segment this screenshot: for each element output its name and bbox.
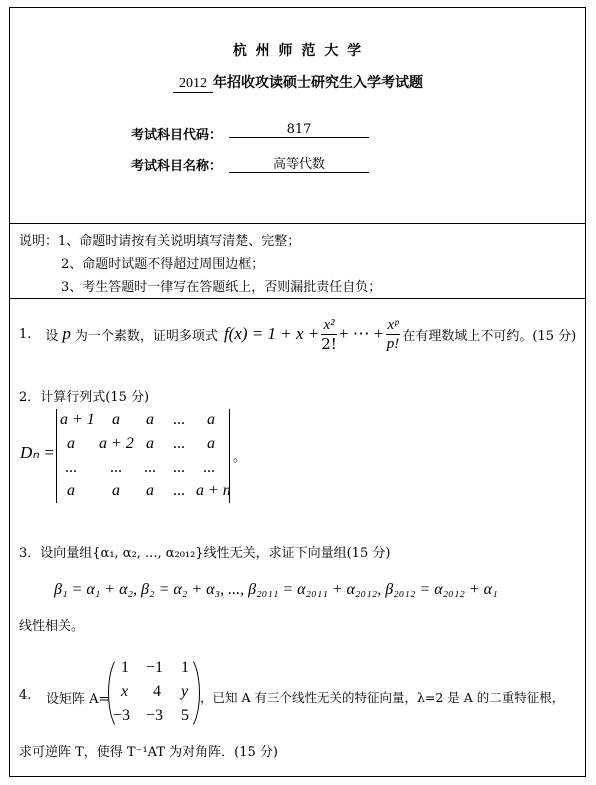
name-label: 考试科目名称： — [131, 159, 223, 174]
det-cell: ... — [144, 459, 156, 476]
q3-title: 3．设向量组{α₁, α₂, ..., α₂₀₁₂}线性无关，求证下向量组(15 分) — [19, 546, 391, 561]
det-cell: a + 2 — [99, 435, 134, 452]
matrix-cell: 4 — [153, 683, 161, 700]
det-cell: a + n — [196, 482, 231, 499]
notes-item-3: 3、考生答题时一律写在答题纸上，否则漏批责任自负； — [61, 280, 382, 295]
code-label: 考试科目代码： — [131, 128, 223, 143]
notes-item-2: 2、命题时试题不得超过周围边框； — [61, 257, 265, 272]
q2-end: 。 — [233, 450, 247, 465]
det-cell: ... — [65, 459, 77, 476]
det-cell: a — [67, 482, 75, 499]
matrix-cell: x — [121, 683, 129, 700]
notes-intro: 说明：1、命题时请按有关说明填写清楚、完整； — [19, 234, 301, 249]
q1-mid: 为一个素数，证明多项式 — [74, 328, 218, 344]
q1-post: 在有理数域上不可约。(15 分) — [402, 328, 577, 344]
det-cell: a — [146, 435, 154, 452]
q1-frac1-den: 2! — [321, 334, 337, 353]
q1-frac2-num: xᵖ — [387, 316, 399, 333]
matrix-cell: 5 — [181, 707, 189, 724]
det-cell: a — [112, 482, 120, 499]
q1-dots: + ⋯ + — [338, 324, 384, 343]
det-cell: a + 1 — [60, 411, 95, 428]
q4-tail: 求可逆阵 T，使得 T⁻¹AT 为对角阵．(15 分) — [19, 745, 278, 760]
q1-fx: f(x) = 1 + x + — [223, 324, 320, 343]
det-cell: ... — [173, 482, 185, 499]
det-cell: a — [67, 435, 75, 452]
q1-frac1-num: x² — [321, 316, 337, 335]
q2-determinant — [56, 409, 230, 503]
q4-matrix — [108, 655, 200, 731]
q1-fraction-2 — [386, 316, 401, 353]
q1-frac2-den: p! — [386, 335, 400, 352]
name-value: 高等代数 — [229, 153, 369, 173]
exam-title: 年招收攻读硕士研究生入学考试题 — [213, 75, 423, 91]
det-cell: ... — [173, 459, 185, 476]
divider-notes — [10, 298, 585, 299]
det-cell: ... — [203, 459, 215, 476]
matrix-cell: −3 — [146, 707, 164, 724]
exam-title-line — [0, 72, 596, 93]
q3-formula: β₁ = α₁ + α₂, β₂ = α₂ + α₃, ..., β₂₀₁₁ = α₂₀₁₁ + α₂₀₁₂, β₂₀₁₂ = α₂₀₁₂ + α₁ — [54, 581, 498, 598]
matrix-cell: −3 — [113, 707, 131, 724]
q3-tail: 线性相关。 — [19, 619, 85, 634]
q1-fraction-1 — [321, 316, 337, 353]
divider-header — [10, 223, 585, 224]
det-cell: a — [112, 411, 120, 428]
matrix-cell: −1 — [146, 659, 164, 676]
q2-title: 2．计算行列式(15 分) — [19, 390, 150, 405]
det-cell: ... — [110, 459, 122, 476]
matrix-cell: 1 — [181, 659, 189, 676]
exam-year: 2012 — [173, 76, 213, 93]
q4-pre: 设矩阵 A= — [46, 692, 110, 707]
matrix-cell: y — [181, 683, 189, 700]
q2-lhs: Dₙ = — [20, 443, 55, 462]
matrix-cell: 1 — [121, 659, 129, 676]
q1-pre: 设 — [45, 328, 59, 344]
q1-number: 1. — [19, 326, 32, 342]
university-name: 杭 州 师 范 大 学 — [232, 43, 364, 59]
q4-number: 4. — [19, 688, 32, 703]
det-cell: ... — [173, 411, 185, 428]
det-cell: a — [146, 482, 154, 499]
det-cell: a — [207, 411, 215, 428]
q1-p: p — [62, 324, 71, 343]
question-1 — [19, 308, 576, 360]
q4-post: ，已知 A 有三个线性无关的特征向量，λ=2 是 A 的二重特征根， — [200, 690, 565, 705]
det-cell: ... — [173, 435, 185, 452]
det-cell: a — [207, 435, 215, 452]
code-value: 817 — [229, 122, 369, 138]
det-cell: a — [146, 411, 154, 428]
